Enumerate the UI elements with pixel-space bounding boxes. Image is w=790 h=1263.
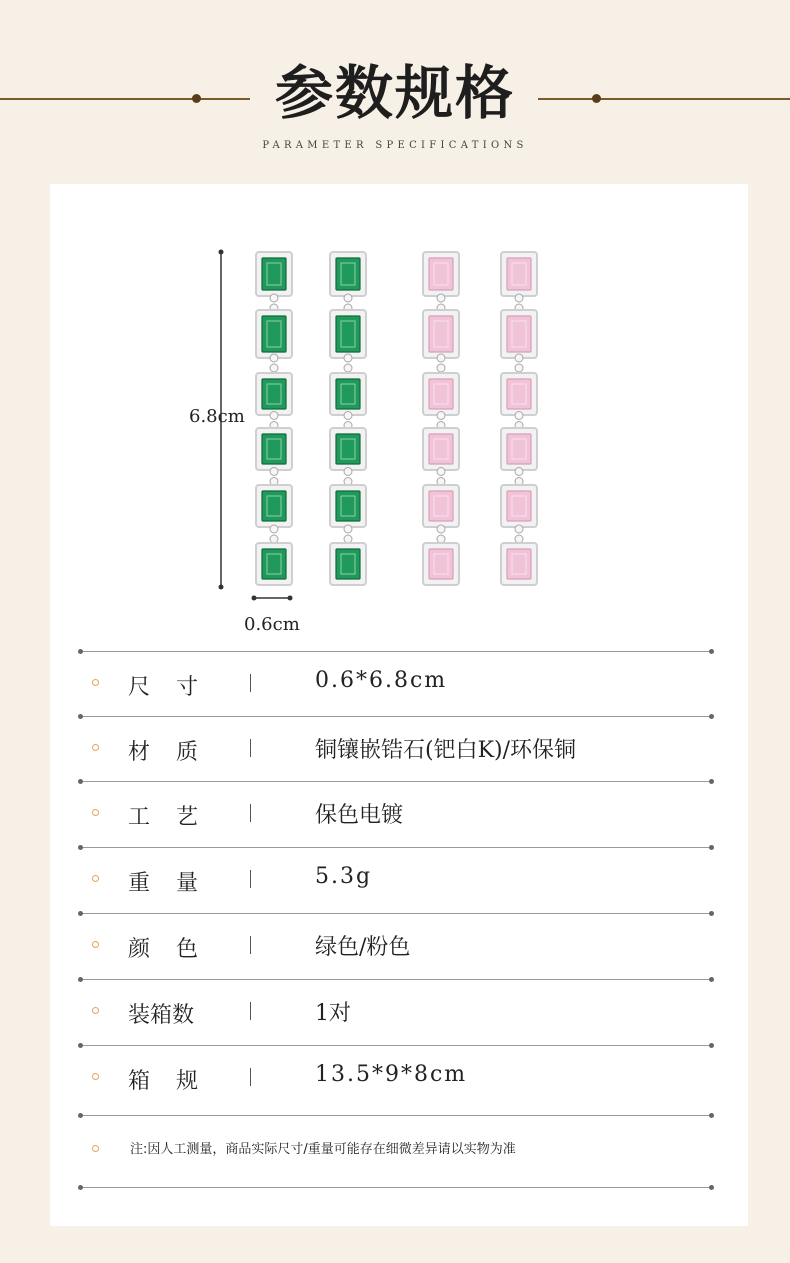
page-title: 参数规格 [274,59,515,127]
earring-link [270,535,278,543]
spec-row-material [50,717,748,781]
earring-link [515,354,523,362]
earring-link [270,364,278,372]
earring-link [437,525,445,533]
height-dimension-label: 6.8cm [189,406,245,427]
separator [250,936,251,954]
bullet-icon [92,1145,99,1152]
separator [250,739,251,757]
earring-link [515,468,523,476]
separator [250,1002,251,1020]
spec-value: 保色电镀 [315,803,404,828]
earring-link [344,468,352,476]
bullet-icon [92,1073,99,1080]
header-left-dot [192,94,201,103]
divider [80,1187,712,1188]
earring-link [270,294,278,302]
spec-label: 尺寸 [128,675,225,700]
earring-link [515,364,523,372]
page-subtitle: PARAMETER SPECIFICATIONS [262,140,528,151]
bullet-icon [92,1007,99,1014]
spec-row-weight [50,848,748,912]
header-left-line [0,98,250,100]
earring-link [437,354,445,362]
earring-link [344,294,352,302]
spec-label: 工艺 [128,805,225,830]
earring-link [437,294,445,302]
earring-link [515,412,523,420]
spec-row-size [50,652,748,716]
spec-row-color [50,914,748,978]
earring-link [437,364,445,372]
earring-link [437,412,445,420]
spec-card [50,184,748,1226]
spec-row-box-size [50,1046,748,1110]
earring-link [344,354,352,362]
bullet-icon [92,875,99,882]
measurement-note [50,1128,748,1168]
spec-value: 0.6*6.8cm [315,668,448,693]
width-dimension-label: 0.6cm [244,614,300,635]
bullet-icon [92,679,99,686]
header-right-line [538,98,790,100]
separator [250,1068,251,1086]
spec-value: 13.5*9*8cm [315,1062,468,1087]
bullet-icon [92,941,99,948]
bullet-icon [92,809,99,816]
earring-link [344,525,352,533]
earring-link [270,468,278,476]
spec-value: 5.3g [315,864,373,889]
earring-link [344,364,352,372]
spec-label: 箱规 [128,1069,225,1094]
spec-row-packing [50,980,748,1044]
earring-link [270,354,278,362]
spec-value: 1对 [315,1001,351,1026]
earring-link [515,525,523,533]
earring-link [270,525,278,533]
earring-link [344,535,352,543]
earring-link [437,468,445,476]
divider [80,1115,712,1116]
bullet-icon [92,744,99,751]
header [0,0,790,180]
earrings-illustration [50,184,748,644]
earring-link [344,412,352,420]
note-text: 注:因人工测量，商品实际尺寸/重量可能存在细微差异请以实物为准 [130,1142,516,1157]
spec-value: 绿色/粉色 [315,935,411,960]
earring-link [270,412,278,420]
spec-label: 颜色 [128,937,225,962]
spec-label: 材质 [128,740,225,765]
separator [250,804,251,822]
product-image [50,184,748,644]
spec-label: 重量 [128,871,225,896]
earring-link [515,294,523,302]
earring-link [515,535,523,543]
separator [250,674,251,692]
separator [250,870,251,888]
earring-link [437,535,445,543]
spec-value: 铜镶嵌锆石(钯白K)/环保铜 [315,738,577,763]
spec-label: 装箱数 [128,1003,195,1028]
spec-row-craft [50,782,748,846]
header-right-dot [592,94,601,103]
